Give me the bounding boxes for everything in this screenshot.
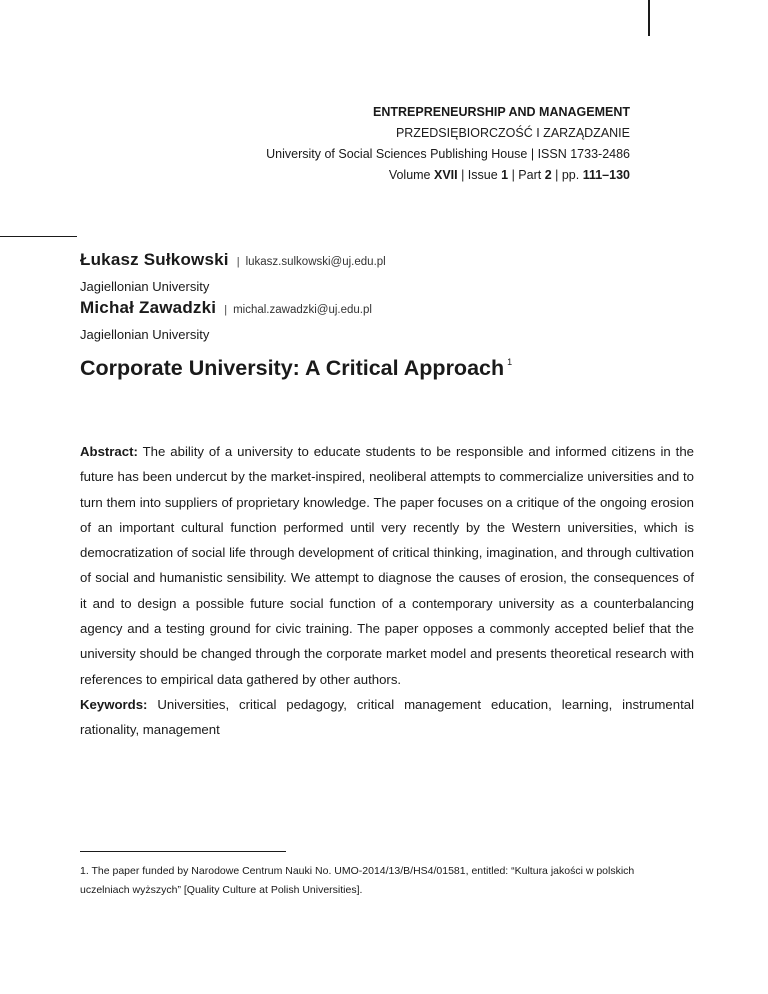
abstract-section <box>80 439 694 743</box>
paper-title-text: Corporate University: A Critical Approach <box>80 356 505 380</box>
part-number: 2 <box>544 168 552 182</box>
journal-title: ENTREPRENEURSHIP AND MANAGEMENT <box>373 105 630 119</box>
keywords-text: Universities, critical pedagogy, critical management education, learning, instrumental rationality, management <box>80 696 695 738</box>
author-name: Łukasz Sułkowski <box>80 250 229 269</box>
abstract-label: Abstract: <box>80 444 138 459</box>
footnote: 1. The paper funded by Narodowe Centrum Nauki No. UMO-2014/13/B/HS4/01581, entitled: “Kultura jakości w polskich uczelniach wyższych” [Quality Culture at Polish Universities]. <box>80 865 635 896</box>
paper-title <box>80 356 700 381</box>
author-affiliation: Jagiellonian University <box>80 279 210 294</box>
volume-number: XVII <box>433 168 458 182</box>
footnote-divider <box>80 851 286 852</box>
part-label: | Part <box>508 168 545 182</box>
author-separator: | <box>224 304 228 316</box>
author-email[interactable]: lukasz.sulkowski@uj.edu.pl <box>245 256 386 268</box>
journal-title-polish: PRZEDSIĘBIORCZOŚĆ I ZARZĄDZANIE <box>395 126 630 140</box>
pages-label: | pp. <box>551 168 583 182</box>
issue-number: 1 <box>501 168 509 182</box>
abstract-text: The ability of a university to educate students to be responsible and informed citizens in the future has been undercut by the market-inspired, neoliberal attempts to commercialize universities and to turn them into suppliers of proprietary knowledge. The paper focuses on a critique of the ongoing erosion of an important cultural function performed until very recently by the Western universities, which is democratization of social life through development of critical thinking, imagination, and through cultivation of social and humanistic sensibility. We attempt to diagnose the causes of erosion, the consequences of it and to design a possible future social function of a contemporary university as a counterbalancing agency and a testing ground for civic training. The paper opposes a commonly accepted belief that the university should be changed through the corporate market model and presents theoretical research with references to empirical data gathered by other authors. <box>80 444 694 687</box>
abstract-paragraph <box>80 439 694 692</box>
volume-label: Volume <box>388 168 434 182</box>
author-block <box>80 250 680 346</box>
issue-label: | Issue <box>457 168 502 182</box>
keywords-paragraph <box>80 692 694 743</box>
journal-header <box>110 102 630 186</box>
crop-mark-horizontal <box>0 236 77 237</box>
journal-publisher: University of Social Sciences Publishing House | ISSN 1733-2486 <box>266 147 630 161</box>
footnote-marker[interactable]: 1 <box>507 357 513 367</box>
author-email[interactable]: michal.zawadzki@uj.edu.pl <box>233 304 372 316</box>
author-affiliation: Jagiellonian University <box>80 327 210 342</box>
author-line <box>80 298 680 324</box>
author-line <box>80 250 680 276</box>
journal-volume-line <box>110 165 630 186</box>
author-name: Michał Zawadzki <box>80 298 217 317</box>
page-range: 111–130 <box>582 168 630 182</box>
author-separator: | <box>236 256 240 268</box>
crop-mark-vertical <box>648 0 650 36</box>
keywords-label: Keywords: <box>80 696 148 712</box>
